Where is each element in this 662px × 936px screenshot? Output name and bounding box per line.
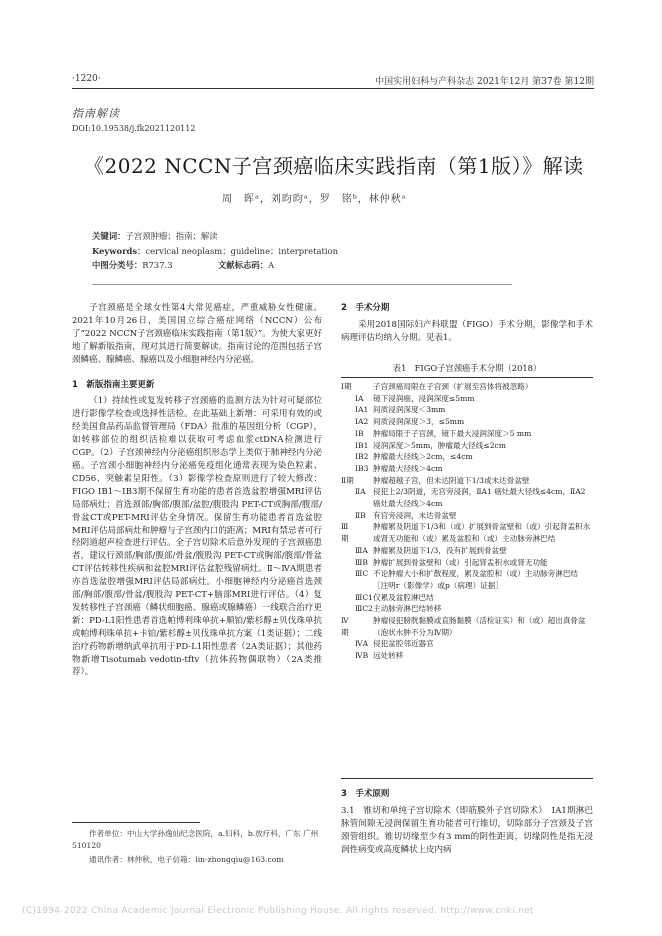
stage-description: 肿瘤累及阴道下1/3，没有扩展到骨盆壁	[373, 545, 507, 555]
stage-description: 间质浸润深度＜3mm	[373, 405, 446, 415]
substage-cell	[355, 381, 373, 393]
page-number: ·1220·	[72, 74, 101, 84]
left-column	[72, 302, 322, 679]
affiliation-unit: 作者单位：中山大学孙逸仙纪念医院，a.妇科，b.放疗科，广东 广州 510120	[72, 829, 319, 850]
header-rule	[72, 88, 594, 89]
stage-description: 肿瘤侵犯膀胱黏膜或直肠黏膜（活检证实）和（或）超出真骨盆（泡状水肿不分为Ⅳ期）	[373, 616, 586, 637]
keywords-cn: 关键词：子宫颈肿瘤；指南；解读	[92, 231, 218, 241]
substage-cell: ⅠB1	[355, 440, 369, 450]
table-row	[341, 545, 593, 557]
table-row	[341, 463, 593, 475]
section-3-body: 3.1 锥切和单纯子宫切除术（即筋膜外子宫切除术） ⅠA1期淋巴脉管间隙无浸润保留生育功能者可行锥切，切除部分子宫颈及子宫颈管组织。锥切切缘至少有3 mm的阴性距离，切缘阴性是指无浸润性病变或高度鳞状上皮内病	[341, 805, 593, 855]
substage-cell	[355, 521, 373, 544]
substage-cell: ⅣB	[355, 651, 369, 661]
stage-description: 侵犯上2/3阴道，无宫旁浸润，ⅡA1 癌灶最大径线≤4cm，ⅡA2 癌灶最大径线＞4cm	[373, 487, 586, 509]
table-row	[341, 428, 593, 440]
substage-cell: ⅠA1	[355, 405, 369, 415]
stage-cell	[341, 416, 355, 428]
table-row	[341, 451, 593, 463]
stage-description: 间质浸润深度＞3，≤5mm	[373, 417, 465, 427]
stage-cell	[341, 451, 355, 463]
stage-description: 远处转移	[373, 651, 404, 661]
stage-description: 肿瘤局限于子宫颈，镜下最大浸润深度＞5 mm	[373, 428, 532, 438]
table-row	[341, 568, 593, 591]
table-row	[341, 440, 593, 452]
stage-cell	[341, 463, 355, 475]
substage-cell: ⅡB	[355, 510, 366, 520]
substage-cell: ⅢA	[355, 545, 368, 555]
substage-cell: ⅣA	[355, 639, 369, 649]
table-row	[341, 510, 593, 522]
journal-running-title: 中国实用妇科与产科杂志 2021年12月 第37卷 第12期	[375, 77, 594, 87]
stage-description: 子宫颈癌局限在子宫颈（扩展至宫体将被忽略）	[373, 382, 533, 391]
table-row	[341, 650, 593, 662]
stage-description: 浸润深度＞5mm，肿瘤最大径线≤2cm	[373, 440, 507, 450]
stage-description: 主动脉旁淋巴结转移	[373, 604, 442, 614]
substage-cell: ⅠB2	[355, 452, 369, 462]
substage-cell: ⅢC	[355, 569, 369, 579]
stage-description: 肿瘤最大径线＞2cm，≤4cm	[373, 452, 473, 462]
substage-cell: ⅡA	[355, 487, 366, 497]
stage-cell	[341, 603, 355, 615]
table-row	[341, 603, 593, 615]
table-row	[341, 557, 593, 569]
section-1-heading: 1 新版指南主要更新	[72, 379, 155, 390]
table-row	[341, 404, 593, 416]
table-row	[341, 638, 593, 650]
substage-cell: ⅢC2	[355, 604, 373, 614]
affiliation-note	[72, 828, 322, 866]
doi: DOI:10.19538/j.fk2021120112	[72, 124, 196, 133]
stage-cell	[341, 545, 355, 557]
substage-cell: ⅠA2	[355, 417, 369, 427]
section-2-heading: 2 手术分期	[341, 303, 390, 313]
stage-description: 肿瘤扩展到骨盆壁和（或）引起肾盂积水或肾无功能	[373, 557, 548, 567]
table-top-rule	[341, 377, 593, 378]
stage-cell	[341, 638, 355, 650]
stage-description: 镜下浸润癌，浸润深度≤5mm	[373, 393, 475, 403]
stage-cell: Ⅲ期	[341, 522, 349, 544]
table-row	[341, 486, 593, 509]
table-row	[341, 381, 593, 393]
table-row	[341, 416, 593, 428]
table-caption: 表1 FIGO子宫颈癌手术分期（2018）	[392, 363, 542, 373]
stage-cell	[341, 650, 355, 662]
section-3-heading: 3 手术原则	[341, 789, 390, 799]
substage-cell	[355, 475, 373, 487]
intro-paragraph: 子宫颈癌是全球女性第4大常见癌症，严重威胁女性健康。2021年10月26日，美国国立综合癌症网络（NCCN）公布了“2022 NCCN子宫颈癌临床实践指南（第1版）”。为使大家更好地了解新版指南，现对其进行简要解读。指南讨论的范围包括子宫颈鳞癌、腺鳞癌、腺癌以及小细胞神经内分泌癌。	[72, 303, 322, 365]
stage-cell	[341, 428, 355, 440]
stage-cell	[341, 486, 355, 509]
substage-cell: ⅢB	[355, 557, 368, 567]
footnote-rule	[72, 822, 200, 823]
article-title: 《2022 NCCN子宫颈癌临床实践指南（第1版）》解读	[84, 154, 584, 178]
substage-cell: ⅠB	[355, 428, 364, 438]
table-row	[341, 592, 593, 604]
staging-table	[341, 381, 593, 662]
table-row	[341, 475, 593, 487]
substage-cell: ⅠA	[355, 393, 364, 403]
stage-cell: Ⅱ期	[341, 475, 354, 485]
stage-description: 肿瘤最大径线＞4cm	[373, 463, 443, 473]
table-bottom-rule	[341, 778, 593, 779]
keywords-en: Keywords：cervical neoplasm；guideline；interpretation	[92, 245, 338, 256]
table-row	[341, 393, 593, 405]
substage-cell: ⅠB3	[355, 463, 369, 473]
keyword-rule	[92, 284, 512, 285]
author-list: 周 晖ᵃ，刘昀昀ᵃ，罗 铭ᵇ，林仲秋ᵃ	[222, 194, 407, 205]
stage-description: 仅累及盆腔淋巴结	[373, 592, 434, 602]
substage-cell: ⅢC1	[355, 592, 373, 602]
stage-cell	[341, 557, 355, 569]
classification: 中图分类号：R737.3 文献标志码：A	[92, 260, 275, 270]
substage-cell	[355, 615, 373, 638]
table-row	[341, 615, 593, 638]
stage-description: 侵犯盆腔邻近器官	[373, 639, 434, 649]
right-column	[341, 302, 593, 345]
corresponding-author: 通讯作者：林仲秋，电子信箱：lin-zhongqiu@163.com	[89, 855, 284, 864]
copyright-footer: (C)1994-2022 China Academic Journal Electronic Publishing House. All rights reserved. http://www.cnki.net	[22, 906, 534, 916]
section-label: 指南解读	[72, 107, 120, 120]
stage-description: 肿瘤超越子宫，但未达阴道下1/3或未达骨盆壁	[373, 475, 530, 485]
stage-cell	[341, 568, 355, 591]
stage-cell: Ⅳ期	[341, 616, 349, 637]
stage-description: 不论肿瘤大小和扩散程度，累及盆腔和（或）主动脉旁淋巴结［注明r（影像学）或p（病理）证据］	[373, 569, 579, 590]
stage-description: 有宫旁浸润，未达骨盆壁	[373, 510, 457, 520]
stage-cell	[341, 592, 355, 604]
stage-description: 肿瘤累及阴道下1/3和（或）扩展到骨盆壁和（或）引起肾盂积水或肾无功能和（或）累及盆腔和（或）主动脉旁淋巴结	[373, 522, 591, 544]
stage-cell	[341, 393, 355, 405]
section-1-body: （1）持续性或复发转移子宫颈癌的监测方法为针对可疑部位进行影像学检查或选择性活检。在此基础上新增：可采用有效的或经美国食品药品监督管理局（FDA）批准的基因组分析（CGP），如转移部位的组织活检难以获取可考虑血浆ctDNA检测进行CGP。（2）子宫颈神经内分泌癌组织形态学上类似于肺神经内分泌癌。子宫颈小细胞神经内分泌癌免疫组化通常表现为染色粒素、CD56、突触素呈阳性。（3）影像学检查原则进行了较大修改：FIGO ⅠB1～ⅠB3期不保留生育功能的患者首选盆腔增强MRI评估局部病灶；首选颈部/胸部/腹部/盆腔/腹股沟 PET-CT或胸部/腹部/骨盆CT或PET-MRI评估全身情况。保留生育功能患者首选盆腔MRI评估局部病灶和肿瘤与子宫颈内口的距离；MRI有禁忌者可行经阴道超声检查进行评估。全子宫切除术后意外发现的子宫颈癌患者，建议行颈部/胸部/腹部/骨盆/腹股沟 PET-CT或胸部/腹部/骨盆CT评估转移性疾病和盆腔MRI评估盆腔残留病灶。Ⅱ～ⅣA期患者亦首选盆腔增强MRI评估局部病灶。小细胞神经内分泌癌首选颈部/胸部/腹部/骨盆/腹股沟 PET-CT+脑部MRI进行评估。（4）复发转移性子宫颈癌（鳞状细胞癌、腺癌或腺鳞癌）一线联合治疗更新：PD-L1阳性患者首选帕博利珠单抗+顺铂/紫杉醇±贝伐珠单抗或帕博利珠单抗+卡铂/紫杉醇±贝伐珠单抗方案（1类证据）；二线治疗药物新增纳武单抗用于PD-L1阳性患者（2A类证据）；其他药物新增Tisotumab vedotin-tftv（抗体药物偶联物）（2A类推荐）。	[72, 396, 322, 678]
stage-cell	[341, 510, 355, 522]
stage-cell: Ⅰ期	[341, 382, 352, 391]
metadata-block	[92, 230, 512, 272]
table-row	[341, 521, 593, 544]
right-column-lower	[341, 788, 593, 857]
section-2-body: 采用2018国际妇产科联盟（FIGO）手术分期，影像学和手术病理评估均纳入分期。见表1。	[341, 319, 593, 343]
stage-cell	[341, 440, 355, 452]
stage-cell	[341, 404, 355, 416]
